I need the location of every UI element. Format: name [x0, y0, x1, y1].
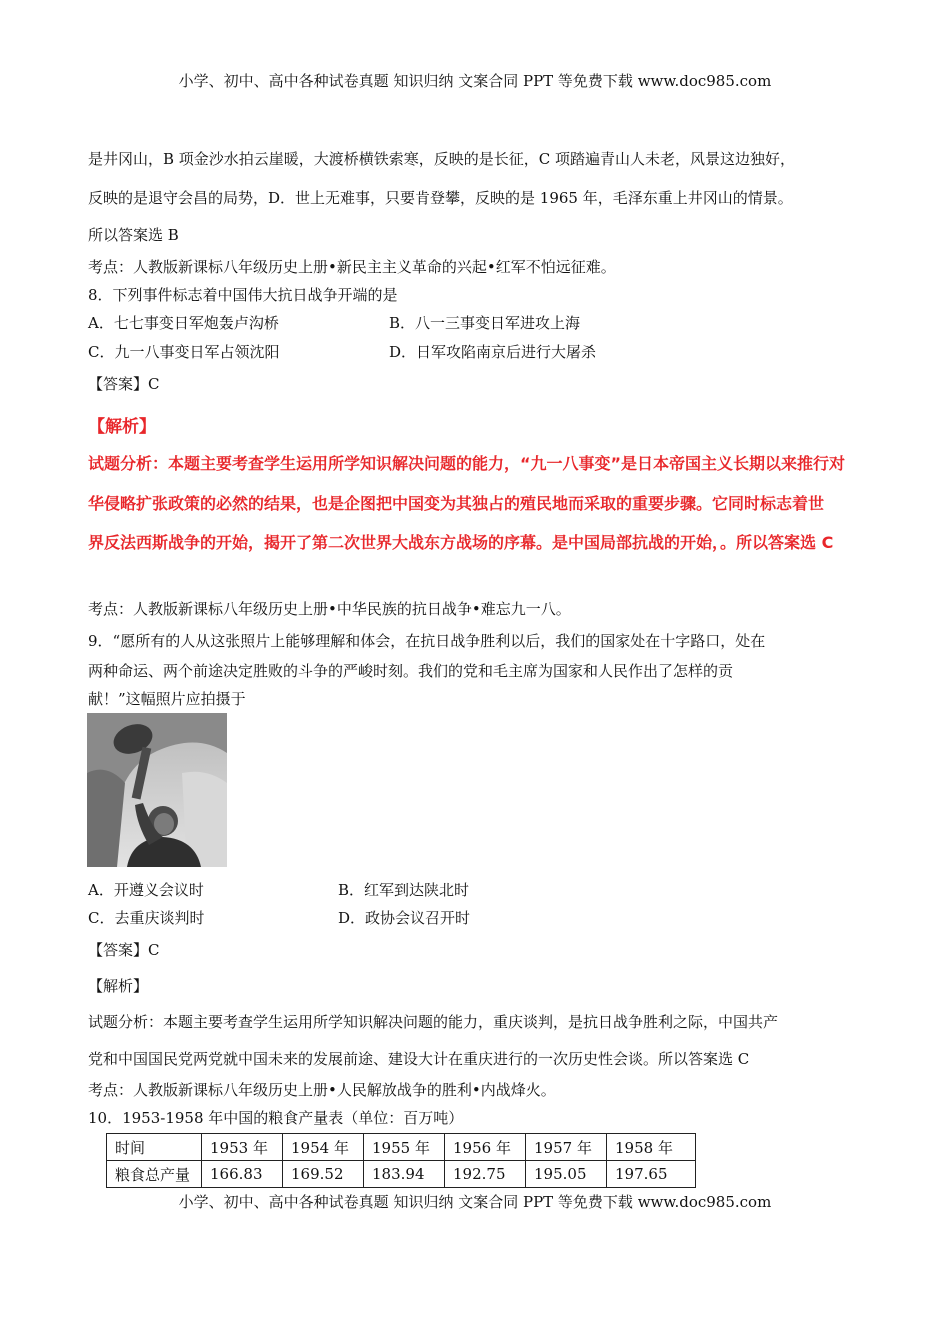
q7-line-1: 是井冈山，B 项金沙水拍云崖暖，大渡桥横铁索寒，反映的是长征，C 项踏遍青山人未老，风景这边独好，: [88, 150, 796, 168]
table-header-cell: 1953 年: [202, 1134, 283, 1161]
q8-analysis-line-1: 试题分析：本题主要考查学生运用所学知识解决问题的能力，“九一八事变”是日本帝国主义长期以来推行对: [88, 454, 846, 473]
q9-stem-line-1: 9．“愿所有的人从这张照片上能够理解和体会，在抗日战争胜利以后，我们的国家处在十字路口，处在: [88, 632, 766, 650]
q8-analysis-line-3: 界反法西斯战争的开始，揭开了第二次世界大战东方战场的序幕。是中国局部抗战的开始，。所以答案选 C: [88, 533, 834, 552]
q9-option-b: B．红军到达陕北时: [338, 881, 470, 899]
q7-kaodian: 考点：人教版新课标八年级历史上册•新民主主义革命的兴起•红军不怕远征难。: [88, 258, 616, 276]
q10-stem: 10．1953-1958 年中国的粮食产量表（单位：百万吨）: [88, 1109, 464, 1127]
page-header: 小学、初中、高中各种试卷真题 知识归纳 文案合同 PPT 等免费下载 www.doc985.com: [178, 72, 772, 90]
q7-line-2: 反映的是退守会昌的局势，D．世上无难事，只要肯登攀，反映的是 1965 年，毛泽东重上井冈山的情景。: [88, 189, 793, 207]
q8-stem: 8．下列事件标志着中国伟大抗日战争开端的是: [88, 286, 398, 304]
q9-option-d: D．政协会议召开时: [338, 909, 471, 927]
table-header-row: [107, 1134, 696, 1161]
photo-illustration: [87, 713, 227, 867]
table-cell: 192.75: [445, 1161, 526, 1188]
q9-stem-line-2: 两种命运、两个前途决定胜败的斗争的严峻时刻。我们的党和毛主席为国家和人民作出了怎样的贡: [88, 662, 734, 680]
table-header-cell: 时间: [107, 1134, 202, 1161]
table-header-cell: 1956 年: [445, 1134, 526, 1161]
table-header-cell: 1958 年: [607, 1134, 696, 1161]
q9-analysis-line-1: 试题分析：本题主要考查学生运用所学知识解决问题的能力，重庆谈判，是抗日战争胜利之际，中国共产: [88, 1013, 779, 1031]
q8-analysis-line-2: 华侵略扩张政策的必然的结果，也是企图把中国变为其独占的殖民地而采取的重要步骤。它同时标志着世: [88, 494, 825, 513]
q8-option-c: C．九一八事变日军占领沈阳: [88, 343, 280, 361]
table-header-cell: 1957 年: [526, 1134, 607, 1161]
table-cell: 195.05: [526, 1161, 607, 1188]
table-header-cell: 1955 年: [364, 1134, 445, 1161]
q8-answer: 【答案】C: [88, 375, 160, 393]
q9-kaodian: 考点：人教版新课标八年级历史上册•人民解放战争的胜利•内战烽火。: [88, 1081, 556, 1099]
table-cell: 粮食总产量: [107, 1161, 202, 1188]
q9-option-a: A．开遵义会议时: [88, 881, 204, 899]
q9-analysis-line-2: 党和中国国民党两党就中国未来的发展前途、建设大计在重庆进行的一次历史性会谈。所以答案选 C: [88, 1050, 750, 1068]
q8-analysis-title: 【解析】: [88, 417, 156, 437]
page-footer: 小学、初中、高中各种试卷真题 知识归纳 文案合同 PPT 等免费下载 www.doc985.com: [178, 1193, 772, 1211]
q7-answer-line: 所以答案选 B: [88, 226, 179, 244]
table-cell: 183.94: [364, 1161, 445, 1188]
q9-option-c: C．去重庆谈判时: [88, 909, 205, 927]
q9-analysis-title: 【解析】: [88, 977, 149, 995]
q8-kaodian: 考点：人教版新课标八年级历史上册•中华民族的抗日战争•难忘九一八。: [88, 600, 571, 618]
q8-option-a: A．七七事变日军炮轰卢沟桥: [88, 314, 279, 332]
table-row: [107, 1161, 696, 1188]
table-cell: 166.83: [202, 1161, 283, 1188]
q8-option-b: B．八一三事变日军进攻上海: [389, 314, 581, 332]
q8-option-d: D．日军攻陷南京后进行大屠杀: [389, 343, 597, 361]
table-header-cell: 1954 年: [283, 1134, 364, 1161]
table-cell: 197.65: [607, 1161, 696, 1188]
table-cell: 169.52: [283, 1161, 364, 1188]
q9-answer: 【答案】C: [88, 941, 160, 959]
q9-stem-line-3: 献！”这幅照片应拍摄于: [88, 690, 246, 708]
historical-photo: [87, 713, 227, 867]
grain-output-table: [106, 1133, 696, 1188]
